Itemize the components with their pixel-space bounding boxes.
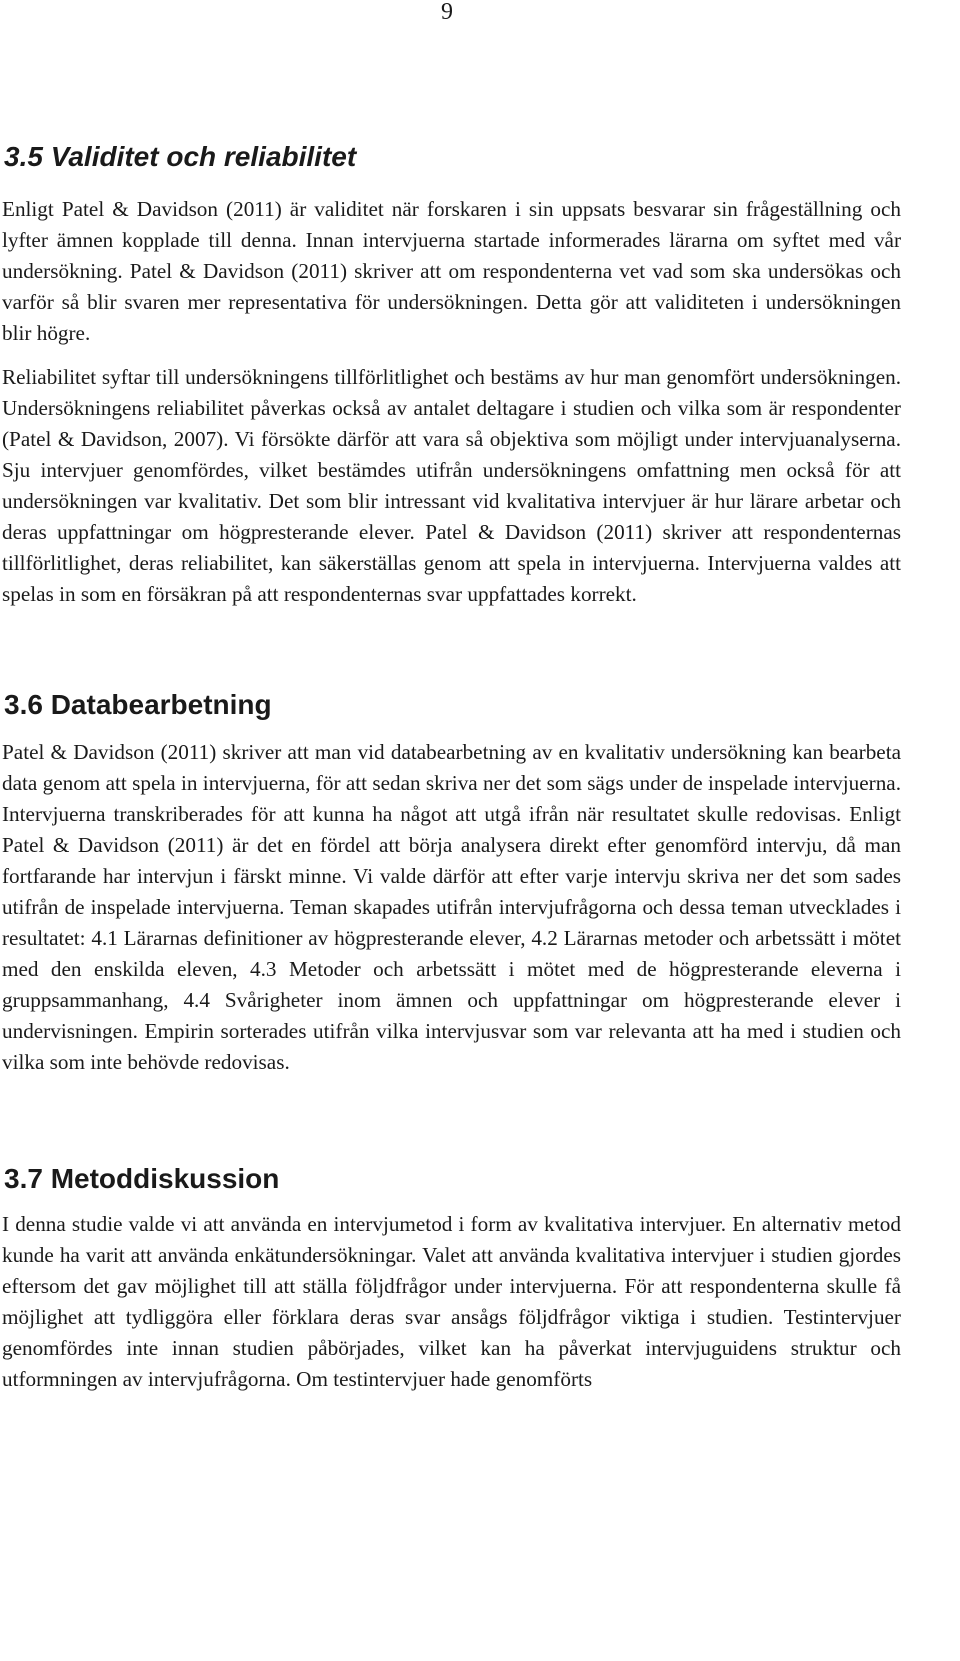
page-number: 9: [441, 0, 453, 25]
paragraph-databearbetning: Patel & Davidson (2011) skriver att man vid databearbetning av en kvalitativ undersökning kan bearbeta data genom att spela in intervjuerna, för att sedan skriva ner det som sägs under de inspelade intervjuerna. Intervjuerna transkriberades för att kunna ha något att utgå ifrån när resultatet skulle redovisas. Enligt Patel & Davidson (2011) är det en fördel att börja analysera direkt efter genomförd intervju, då man fortfarande har intervjun i färskt minne. Vi valde därför att efter varje intervju skriva ner det som sades utifrån de inspelade intervjuerna. Teman skapades utifrån intervjufrågorna och dessa teman utvecklades i resultatet: 4.1 Lärarnas definitioner av högpresterande elever, 4.2 Lärarnas metoder och arbetssätt i mötet med den enskilda eleven, 4.3 Metoder och arbetssätt i mötet med de högpresterande eleverna i gruppsammanhang, 4.4 Svårigheter inom ämnen och uppfattningar om högpresterande elever i undervisningen. Empirin sorterades utifrån vilka intervjusvar som var relevanta att ha med i studien och vilka som inte behövde redovisas.: [2, 740, 901, 1074]
section-validitet: [2, 140, 901, 610]
section-heading-3-6: 3.6 Databearbetning: [4, 689, 272, 720]
page-content: [2, 140, 901, 1395]
section-heading-3-7: 3.7 Metoddiskussion: [4, 1163, 280, 1194]
section-databearbetning: [2, 688, 901, 1078]
section-heading-3-5: 3.5 Validitet och reliabilitet: [4, 141, 357, 172]
section-metoddiskussion: [2, 1162, 901, 1395]
paragraph-validitet: Enligt Patel & Davidson (2011) är validitet när forskaren i sin uppsats besvarar sin frågeställning och lyfter ämnen kopplade till denna. Innan intervjuerna startade informerades lärarna om syftet med vår undersökning. Patel & Davidson (2011) skriver att om respondenterna vet vad som ska undersökas och varför så blir svaren mer representativa för undersökningen. Detta gör att validiteten i undersökningen blir högre.: [2, 197, 901, 345]
paragraph-reliabilitet: Reliabilitet syftar till undersökningens tillförlitlighet och bestäms av hur man genomfört undersökningen. Undersökningens reliabilitet påverkas också av antalet deltagare i studien och vilka som är respondenter (Patel & Davidson, 2007). Vi försökte därför att vara så objektiva som möjligt under intervjuanalyserna. Sju intervjuer genomfördes, vilket bestämdes utifrån undersökningens omfattning men också för att undersökningen var kvalitativ. Det som blir intressant vid kvalitativa intervjuer är hur lärare arbetar och deras uppfattningar om högpresterande elever. Patel & Davidson (2011) skriver att respondenternas tillförlitlighet, deras reliabilitet, kan säkerställas genom att spela in intervjuerna. Intervjuerna valdes att spelas in som en försäkran på att respondenternas svar uppfattades korrekt.: [2, 365, 901, 606]
paragraph-metoddiskussion: I denna studie valde vi att använda en intervjumetod i form av kvalitativa intervjuer. En alternativ metod kunde ha varit att använda enkätundersökningar. Valet att använda kvalitativa intervjuer i studien gjordes eftersom det gav möjlighet till att ställa följdfrågor under intervjuerna. För att respondenterna skulle få möjlighet att tydliggöra eller förklara deras svar ansågs följdfrågor viktiga i studien. Testintervjuer genomfördes inte innan studien påbörjades, vilket kan ha påverkat intervjuguidens struktur och utformningen av intervjufrågorna. Om testintervjuer hade genomförts: [2, 1212, 901, 1391]
